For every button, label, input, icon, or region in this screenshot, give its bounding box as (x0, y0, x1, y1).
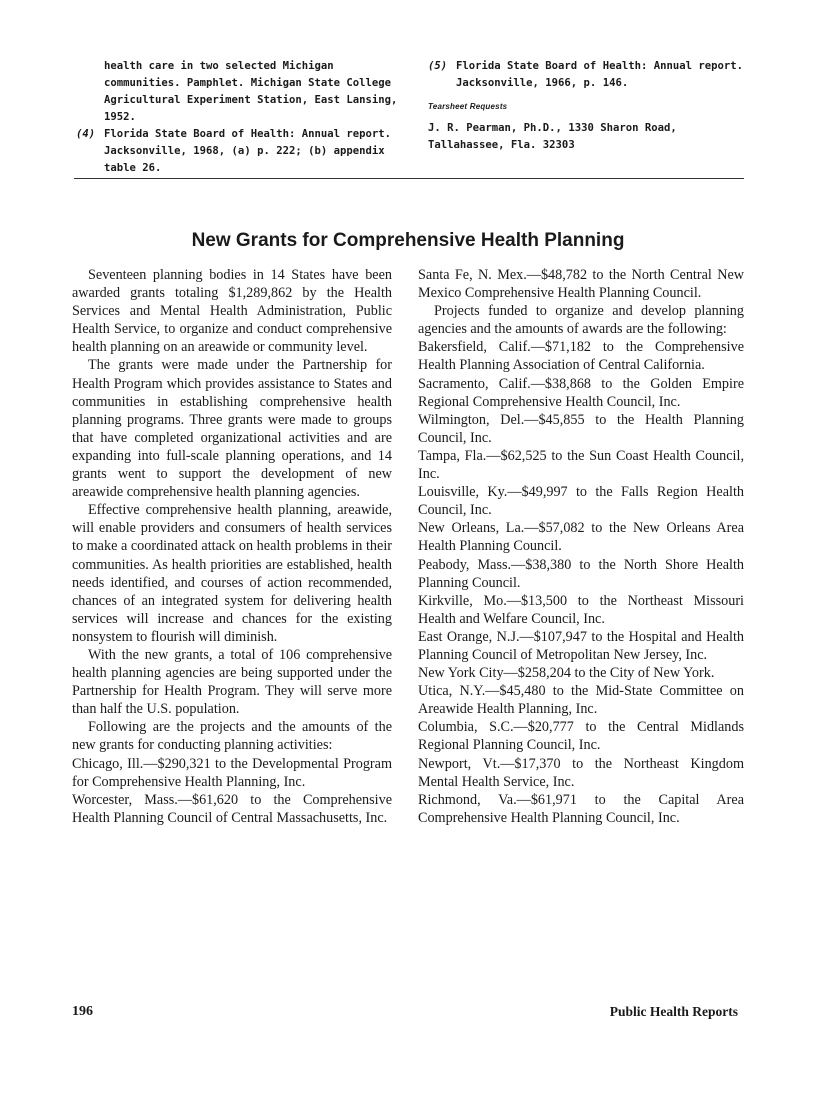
grant-entry: Sacramento, Calif.—$38,868 to the Golden Empire Regional Comprehensive Health Council, Inc. (418, 375, 744, 410)
tearsheet-text: J. R. Pearman, Ph.D., 1330 Sharon Road, Tallahassee, Fla. 32303 (428, 122, 677, 151)
grant-entry: Kirkville, Mo.—$13,500 to the Northeast Missouri Health and Welfare Council, Inc. (418, 592, 744, 627)
grant-entry: New Orleans, La.—$57,082 to the New Orleans Area Health Planning Council. (418, 520, 744, 555)
references-left (76, 58, 398, 177)
grant-entry: Tampa, Fla.—$62,525 to the Sun Coast Health Council, Inc. (418, 447, 744, 483)
article-paragraph: The grants were made under the Partnership for Health Program which provides assistance to States and communities in establishing comprehensive health planning programs. Three grants were made to groups that have completed organizational activities and are expanding into full-scale planning operations, and 14 grants went to support the development of new areawide comprehensive health planning agencies. (72, 357, 392, 501)
grant-entry: Wilmington, Del.—$45,855 to the Health Planning Council, Inc. (418, 411, 744, 446)
reference-text: Florida State Board of Health: Annual report. Jacksonville, 1966, p. 146. (456, 60, 744, 89)
article-column-left (72, 266, 392, 827)
reference-item (76, 126, 398, 177)
section-divider (74, 178, 744, 179)
tearsheet-heading: Tearsheet Requests (428, 102, 508, 111)
grant-entry: Worcester, Mass.—$61,620 to the Comprehensive Health Planning Council of Central Massachusetts, Inc. (72, 791, 392, 826)
journal-name: Public Health Reports (609, 1004, 738, 1019)
article-paragraph: Effective comprehensive health planning, areawide, will enable providers and consumers of health services to make a coordinated attack on health problems in their communities. As health priorities are established, health needs identified, and courses of action recommended, chances of an integrated system for delivering health services will increase and chances for the existing nonsystem to flourish will diminish. (72, 502, 392, 645)
reference-text: health care in two selected Michigan communities. Pamphlet. Michigan State College Agricultural Experiment Station, East Lansing, 1952. (104, 60, 398, 123)
grant-entry: Louisville, Ky.—$49,997 to the Falls Region Health Council, Inc. (418, 484, 744, 519)
grant-entry: East Orange, N.J.—$107,947 to the Hospital and Health Planning Council of Metropolitan New Jersey, Inc. (418, 628, 744, 663)
grant-entry: Chicago, Ill.—$290,321 to the Developmental Program for Comprehensive Health Planning, Inc. (72, 755, 392, 790)
grant-entry: Peabody, Mass.—$38,380 to the North Shore Health Planning Council. (418, 556, 744, 591)
reference-number: (5) (428, 60, 448, 72)
grant-entry: Columbia, S.C.—$20,777 to the Central Midlands Regional Planning Council, Inc. (418, 719, 744, 754)
grant-entry: Bakersfield, Calif.—$71,182 to the Comprehensive Health Planning Association of Central California. (418, 339, 744, 374)
article-paragraph: Following are the projects and the amounts of the new grants for conducting planning activities: (72, 719, 392, 754)
grant-entry: Utica, N.Y.—$45,480 to the Mid-State Committee on Areawide Health Planning, Inc. (418, 683, 744, 718)
reference-text: Florida State Board of Health: Annual report. Jacksonville, 1968, (a) p. 222; (b) appendix table 26. (104, 128, 392, 174)
page-number: 196 (72, 1004, 93, 1019)
grant-entry: New York City—$258,204 to the City of New York. (418, 665, 715, 682)
article-title: New Grants for Comprehensive Health Planning (191, 230, 625, 251)
article-column-right (418, 266, 744, 827)
article-paragraph: Seventeen planning bodies in 14 States have been awarded grants totaling $1,289,862 by the Health Services and Mental Health Administration, Public Health Service, to organize and conduct comprehensive health planning on an areawide or community level. (72, 267, 392, 356)
grant-entry: Richmond, Va.—$61,971 to the Capital Area Comprehensive Health Planning Council, Inc. (418, 791, 744, 826)
references-right (428, 58, 758, 154)
reference-number: (4) (76, 128, 96, 140)
article-paragraph: With the new grants, a total of 106 comprehensive health planning agencies are being supported under the Partnership for Health Program. They will serve more than half the U.S. population. (72, 646, 392, 718)
reference-item (428, 58, 758, 92)
reference-item (76, 58, 398, 126)
grant-entry: Newport, Vt.—$17,370 to the Northeast Kingdom Mental Health Service, Inc. (418, 755, 744, 790)
article-paragraph: Projects funded to organize and develop planning agencies and the amounts of awards are the following: (418, 303, 744, 338)
grant-entry: Santa Fe, N. Mex.—$48,782 to the North Central New Mexico Comprehensive Health Planning Council. (418, 267, 744, 302)
